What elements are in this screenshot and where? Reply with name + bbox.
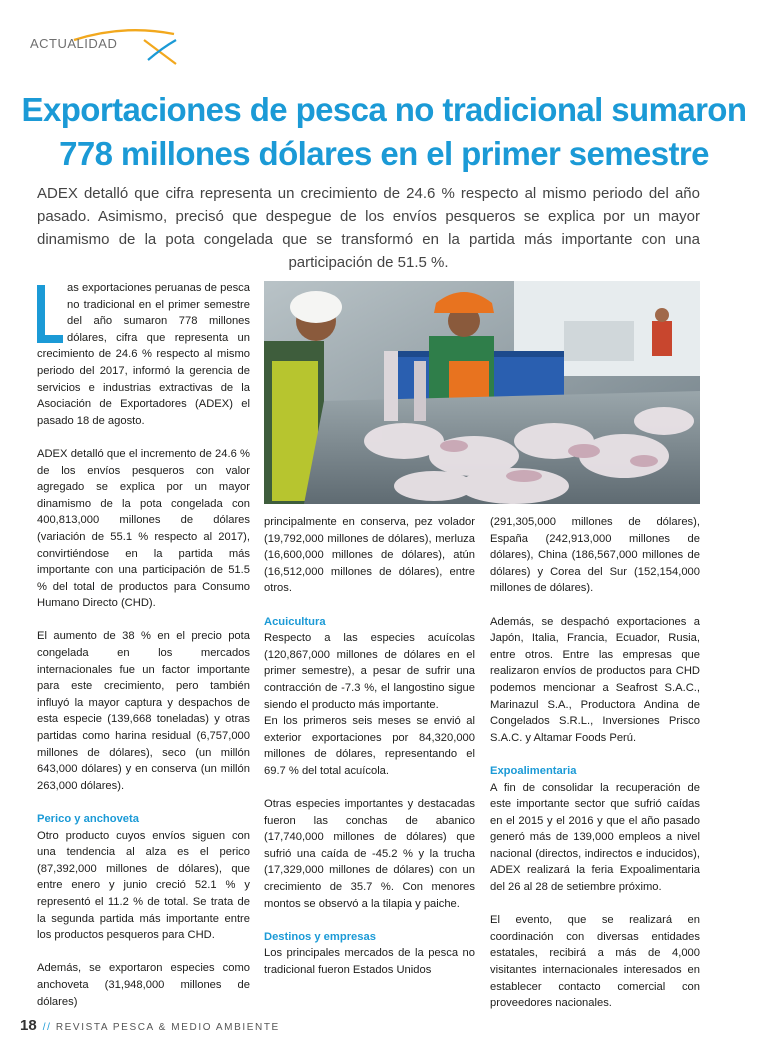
col2-subhead-destinos: Destinos y empresas [264,930,376,943]
article-photo-squid-processing [264,281,700,504]
col3-paragraph-2: Además, se despachó exportaciones a Japón, Italia, Francia, Ecuador, Rusia, entre otros. Entre las empresas que realizaron envíos de productos para CHD podemos mencionar a Seafrost S.A.C., Marinazul S.A., Productora Andina de Congelados S.R.L., Inversiones Prisco S.A.C. y Altamar Foods Perú. [490,615,700,744]
section-label: ACTUALIDAD [30,36,118,51]
col1-paragraph-5: Además, se exportaron especies como anchoveta (31,948,000 millones de dólares) [37,962,250,1008]
col1-subhead-perico: Perico y anchoveta [37,813,139,825]
col1-paragraph-2: ADEX detalló que el incremento de 24.6 % de los envíos pesqueros con valor agregado se explica por un mayor dinamismo de la pota congelada con 400,813,000 millones de dólares (variación de 55.1 % respecto al 2017), convirtiéndose en la partida más importante con una participación de 51.5 % del total de productos para Consumo Humano Directo (CHD). [37,447,250,610]
col1-paragraph-4: Otro producto cuyos envíos siguen con una tendencia al alza es el perico (87,392,000 millones de dólares), que entre enero y junio creció 52.1 % y representó el 11.2 % de total. Se trata de la segunda partida más importante entre los productos pesqueros para CHD. [37,829,250,942]
col2-paragraph-1: principalmente en conserva, pez volador (19,792,000 millones de dólares), merluza (16,600,000 millones de dólares), atún (16,512,000 millones de dólares), entre otros. [264,516,475,595]
col3-paragraph-3: A fin de consolidar la recuperación de este importante sector que sufrió caídas en el 2015 y el 2016 y que el año pasado generó más de 139,000 empleos a nivel nacional (directos, indirectos e inducidos), ADEX realizará la feria Expoalimentaria del 26 al 28 de setiembre próximo. [490,781,700,894]
col2-paragraph-2: Respecto a las especies acuícolas (120,867,000 millones de dólares en el primer semestre), a pesar de sufrir una contracción de -7.3 %, el langostino sigue siendo el producto más importante. [264,632,475,711]
column-2 [264,514,475,979]
page-footer [20,1017,280,1034]
col2-subhead-acuicultura: Acuicultura [264,615,326,628]
column-3 [490,514,700,1012]
footer-separator: // [42,1022,52,1033]
col2-paragraph-5: Los principales mercados de la pesca no tradicional fueron Estados Unidos [264,947,475,977]
headline-line-1: Exportaciones de pesca no tradicional sumaron [21,91,747,128]
photo-illustration [264,281,700,504]
publication-name: REVISTA PESCA & MEDIO AMBIENTE [55,1022,280,1033]
headline-line-2: 778 millones dólares en el primer semestre [59,135,709,172]
article-deck: ADEX detalló que cifra representa un crecimiento de 24.6 % respecto al mismo periodo del año pasado. Asimismo, precisó que despegue de los envíos pesqueros se explica por un mayor dinamismo de la pota congelada que se transformó en la partida más importante con una participación de 51.5 %. [37,185,700,271]
column-1 [37,280,250,1010]
col1-paragraph-1: as exportaciones peruanas de pesca no tradicional en el primer semestre del año sumaron 778 millones dólares, cifra que representa un crecimiento de 24.6 % respecto al mismo periodo del 2017, informó la gerencia de servicios e industrias extractivas de la Asociación de Exportadores (ADEX) el pasado 18 de agosto. [37,282,250,427]
article-headline [20,88,748,176]
col1-paragraph-3: El aumento de 38 % en el precio pota congelada en los mercados internacionales fue un factor importante para este crecimiento, pero también influyó la mayor captura y despachos de esta especie (139,668 toneladas) y otras partidas como harina residual (6,757,000 millones de dólares), seco (un millón 643,000 dólares) y en conserva (un millón 263,000 dólares). [37,630,250,792]
col3-paragraph-4: El evento, que se realizará en coordinación con diversas entidades estatales, recibirá a más de 4,000 visitantes internacionales interesados en establecer contacto comercial con proveedores nacionales. [490,914,700,1010]
col3-subhead-expoalimentaria: Expoalimentaria [490,764,577,777]
page-number: 18 [20,1017,37,1034]
col2-paragraph-4: Otras especies importantes y destacadas fueron las conchas de abanico (17,740,000 millones de dólares) que sufrió una caída de -45.2 % y la trucha (17,329,000 millones de dólares) con un crecimiento de 35.7 %. Con menores montos se observó a la tilapia y paiche. [264,798,475,910]
col3-paragraph-1: (291,305,000 millones de dólares), España (242,913,000 millones de dólares), China (186,567,000 millones de dólares) y Corea del Sur (152,154,000 millones de dólares). [490,516,700,595]
col2-paragraph-3: En los primeros seis meses se envió al exterior exportaciones por 84,320,000 millones de dólares, representando el 69.7 % del total acuícola. [264,715,475,777]
